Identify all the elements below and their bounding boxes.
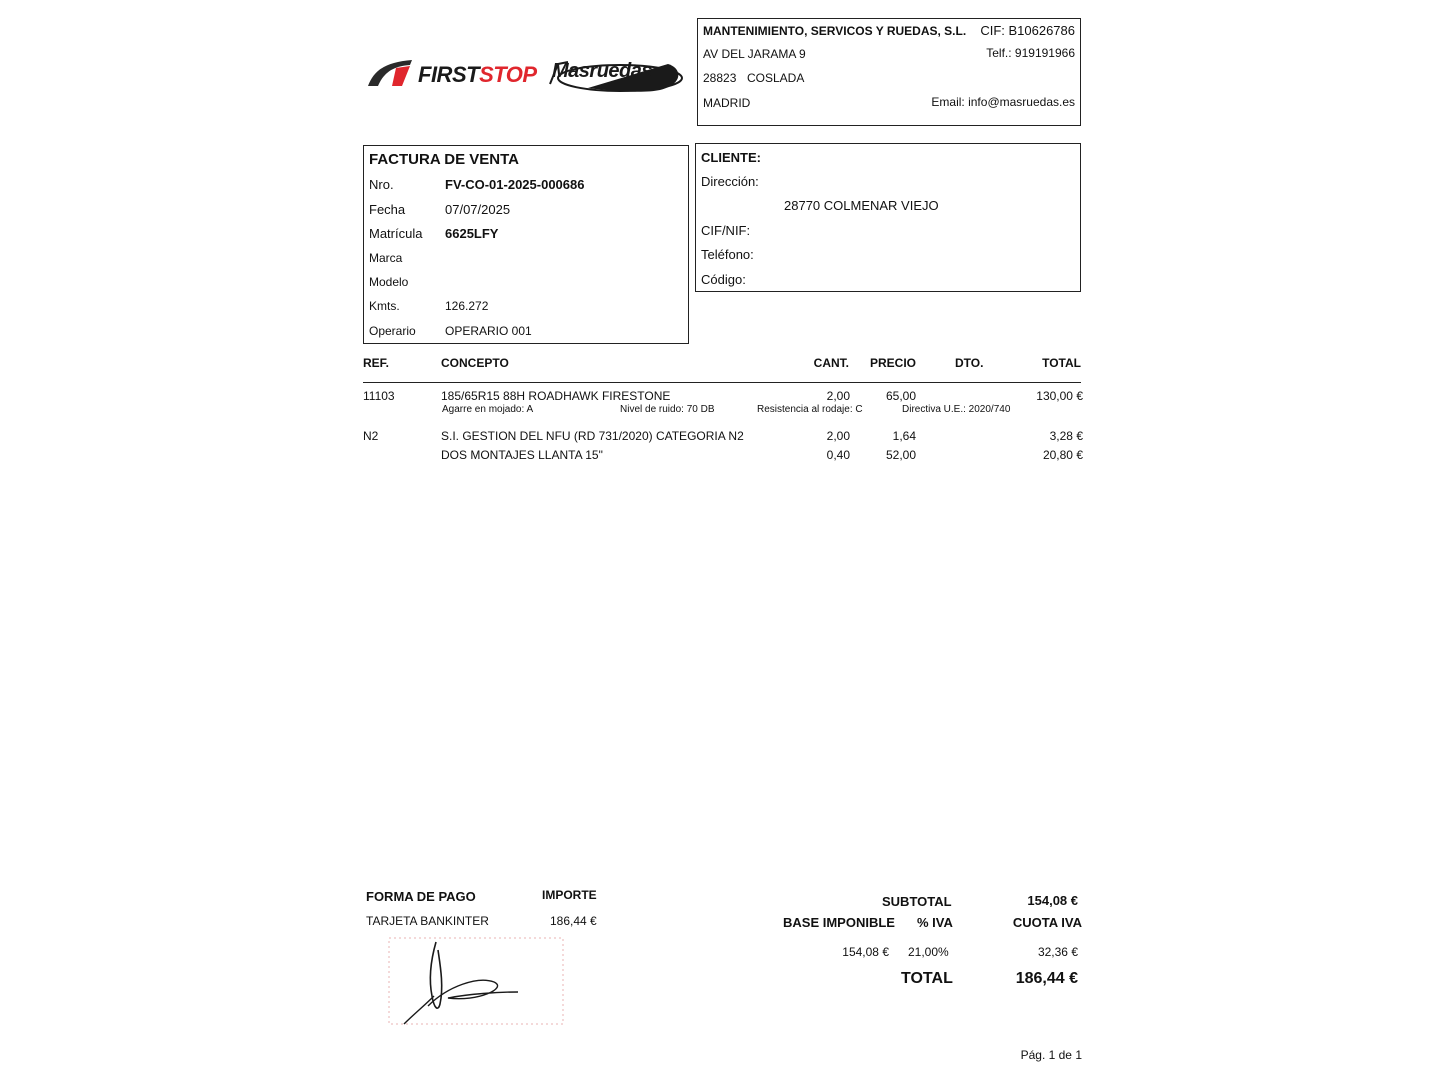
- row-concept: DOS MONTAJES LLANTA 15": [441, 448, 603, 462]
- firststop-swoosh-icon: [366, 56, 416, 88]
- payment-amount-header: IMPORTE: [542, 888, 597, 902]
- client-code-label: Código:: [701, 272, 746, 287]
- base-imponible-value: 154,08 €: [842, 945, 889, 959]
- client-info-box: [695, 143, 1081, 292]
- company-logo: [366, 50, 686, 95]
- row-concept: S.I. GESTION DEL NFU (RD 731/2020) CATEGORIA N2: [441, 429, 744, 443]
- iva-percent-label: % IVA: [917, 915, 953, 930]
- col-header-ref: REF.: [363, 356, 390, 370]
- invoice-number-value: FV-CO-01-2025-000686: [445, 177, 585, 192]
- iva-quota-value: 32,36 €: [1037, 945, 1078, 959]
- col-header-price: PRECIO: [869, 356, 916, 370]
- row-total: 130,00 €: [1036, 389, 1083, 403]
- tyre-eu-directive: Directiva U.E.: 2020/740: [902, 404, 1011, 415]
- invoice-info-box: [363, 145, 689, 344]
- license-plate-label: Matrícula: [369, 226, 423, 241]
- signature-icon: [388, 936, 564, 1028]
- table-row: [363, 448, 1083, 464]
- company-phone: Telf.: 919191966: [986, 46, 1075, 60]
- company-cif: CIF: B10626786: [980, 23, 1075, 38]
- operator-label: Operario: [369, 324, 416, 338]
- operator-value: OPERARIO 001: [445, 324, 532, 338]
- row-price: 65,00: [885, 389, 916, 403]
- tyre-noise-level: Nivel de ruido: 70 DB: [620, 404, 715, 415]
- client-address-label: Dirección:: [701, 174, 759, 189]
- row-price: 1,64: [892, 429, 916, 443]
- firststop-logo-text: FIRSTSTOP: [418, 62, 537, 87]
- items-table-header: [363, 356, 1081, 383]
- row-qty: 0,40: [826, 448, 850, 462]
- company-info-box: [697, 18, 1081, 126]
- table-row: [363, 429, 1083, 445]
- company-postal-code: 28823: [703, 71, 737, 85]
- client-address-value: 28770 COLMENAR VIEJO: [784, 198, 939, 213]
- license-plate-value: 6625LFY: [445, 226, 499, 241]
- row-total: 20,80 €: [1042, 448, 1083, 462]
- payment-amount: 186,44 €: [550, 914, 597, 928]
- kilometers-value: 126.272: [445, 299, 489, 313]
- payment-method-header: FORMA DE PAGO: [366, 889, 476, 904]
- tyre-rolling-resistance: Resistencia al rodaje: C: [757, 404, 863, 415]
- invoice-title: FACTURA DE VENTA: [369, 151, 519, 168]
- row-concept: 185/65R15 88H ROADHAWK FIRESTONE: [441, 389, 671, 403]
- page-number: Pág. 1 de 1: [1020, 1048, 1082, 1062]
- iva-quota-label: CUOTA IVA: [1012, 915, 1082, 930]
- total-label: TOTAL: [901, 970, 953, 987]
- masruedas-logo-text: Masruedas: [552, 60, 652, 82]
- kilometers-label: Kmts.: [369, 299, 400, 313]
- model-label: Modelo: [369, 275, 409, 289]
- total-value: 186,44 €: [1015, 970, 1078, 987]
- row-price: 52,00: [885, 448, 916, 462]
- row-ref: N2: [363, 429, 379, 443]
- invoice-date-label: Fecha: [369, 202, 406, 217]
- col-header-concept: CONCEPTO: [441, 356, 509, 370]
- client-cif-label: CIF/NIF:: [701, 223, 751, 238]
- row-ref: 11103: [363, 389, 395, 403]
- iva-percent-value: 21,00%: [908, 945, 949, 959]
- client-phone-label: Teléfono:: [701, 247, 754, 262]
- client-title: CLIENTE:: [701, 150, 761, 165]
- col-header-discount: DTO.: [955, 356, 984, 370]
- row-qty: 2,00: [826, 389, 850, 403]
- base-imponible-label: BASE IMPONIBLE: [783, 915, 895, 930]
- table-row: [363, 389, 1083, 419]
- col-header-qty: CANT.: [813, 356, 849, 370]
- col-header-total: TOTAL: [1042, 356, 1081, 370]
- row-qty: 2,00: [826, 429, 850, 443]
- brand-label: Marca: [369, 251, 403, 265]
- subtotal-value: 154,08 €: [1027, 893, 1078, 908]
- company-email: Email: info@masruedas.es: [931, 95, 1075, 109]
- company-city: COSLADA: [747, 71, 805, 85]
- payment-method: TARJETA BANKINTER: [366, 914, 489, 928]
- company-name: MANTENIMIENTO, SERVICOS Y RUEDAS, S.L.: [703, 24, 967, 38]
- tyre-wet-grip: Agarre en mojado: A: [442, 404, 534, 415]
- subtotal-label: SUBTOTAL: [882, 894, 952, 909]
- invoice-date-value: 07/07/2025: [445, 202, 511, 217]
- invoice-number-label: Nro.: [369, 177, 394, 192]
- row-total: 3,28 €: [1049, 429, 1083, 443]
- company-address: AV DEL JARAMA 9: [703, 47, 806, 61]
- company-province: MADRID: [703, 96, 751, 110]
